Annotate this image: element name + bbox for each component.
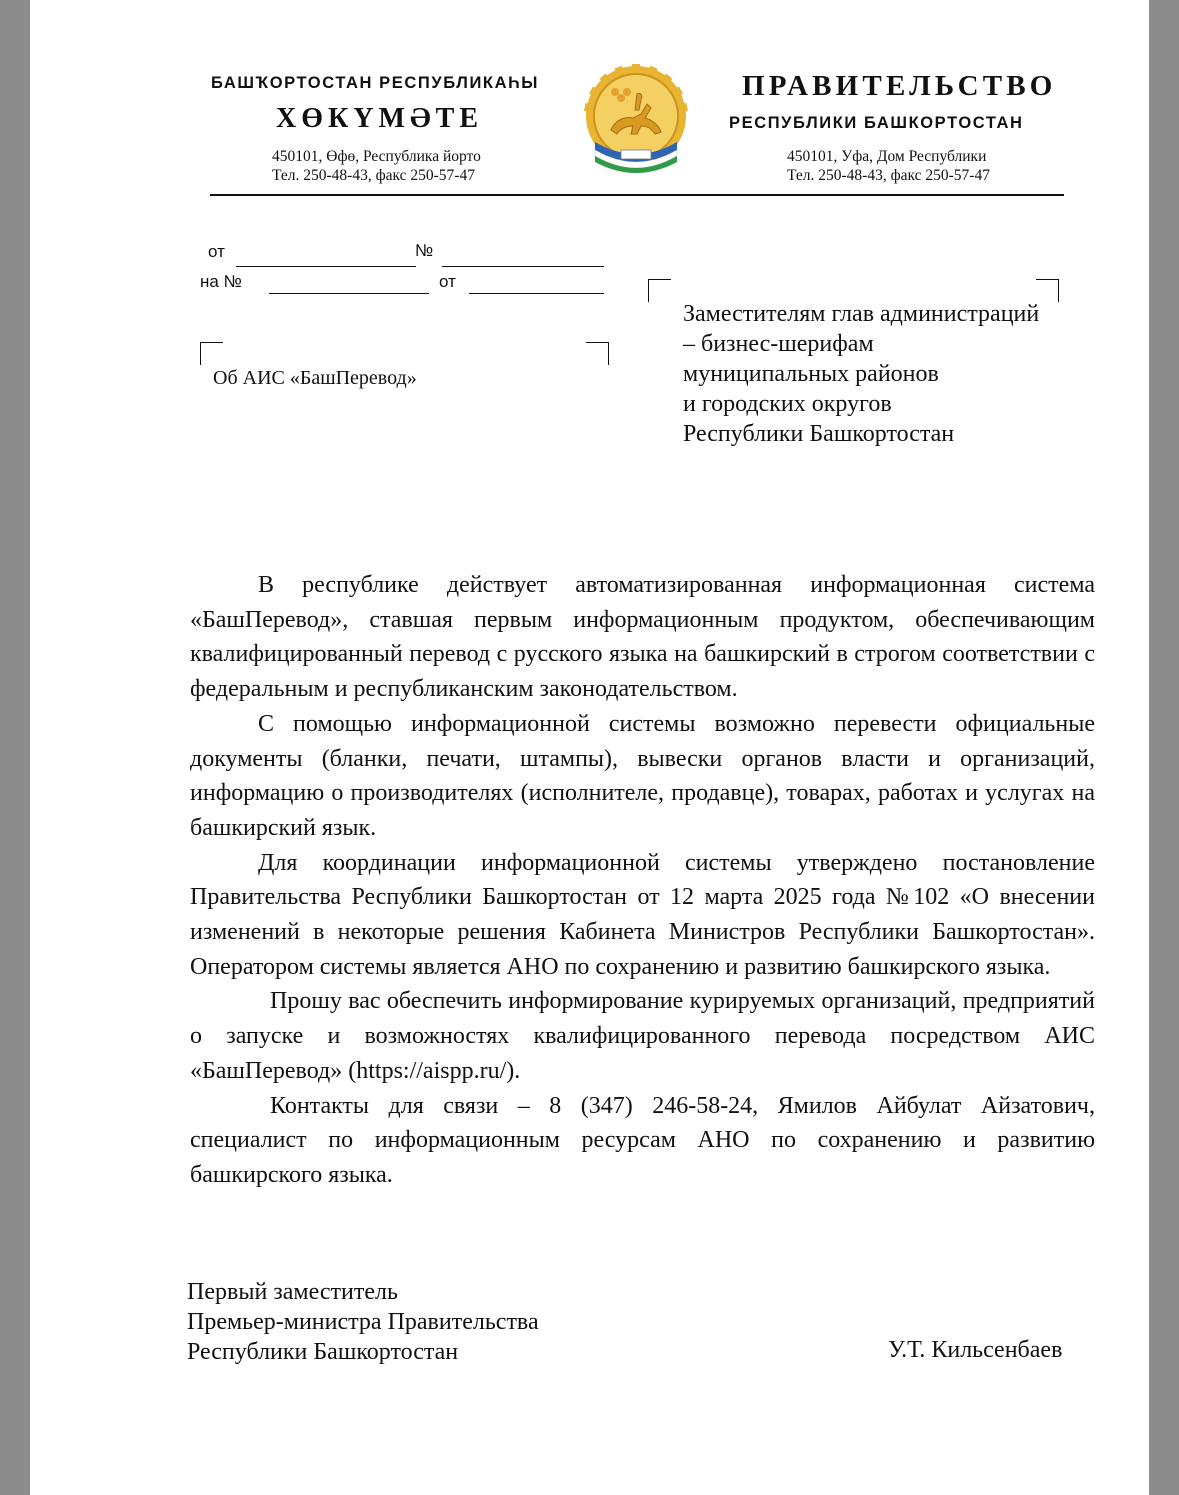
- number-line: [442, 266, 604, 267]
- from-date-line: [236, 266, 416, 267]
- signatory-title-line-1: Первый заместитель: [187, 1279, 398, 1305]
- letter-subject: Об АИС «БашПеревод»: [213, 367, 417, 389]
- from-date-label: от: [208, 242, 225, 261]
- body-paragraph-2: С помощью информационной системы возможно перевести официальные документы (бланки, печати, штампы), вывески органов власти и организаций, информацию о производителях (исполнителе, продавце), товарах, работах и услугах на башкирский язык.: [190, 710, 1095, 841]
- reply-date-line: [469, 293, 604, 294]
- header-right-subtitle: РЕСПУБЛИКИ БАШКОРТОСТАН: [729, 114, 1024, 132]
- reply-number-label: на №: [200, 272, 242, 291]
- body-paragraph-1: В республике действует автоматизированная информационная система «БашПеревод», ставшая первым информационным продуктом, обеспечивающим квалифицированный перевод с русского языка на башкирский в строгом соответствии с федеральным и республиканским законодательством.: [190, 572, 1095, 703]
- body-paragraph-4: Прошу вас обеспечить информирование курируемых организаций, предприятий о запуске и возможностях квалифицированного перевода посредством АИС «БашПеревод» (https://aispp.ru/).: [190, 988, 1095, 1084]
- signatory-title: [187, 1277, 539, 1367]
- addressee-corner-left: [648, 279, 671, 302]
- number-label: №: [415, 241, 434, 260]
- addressee-corner-right: [1036, 279, 1059, 302]
- reply-number-line: [269, 293, 429, 294]
- reply-date-label: от: [439, 272, 456, 291]
- header-right-title: ПРАВИТЕЛЬСТВО: [742, 70, 1057, 102]
- addressee-block: Заместителям глав администраций – бизнес-шерифам муниципальных районов и городских округов Республики Башкортостан: [683, 301, 1040, 447]
- header-right-address: 450101, Уфа, Дом Республики: [787, 148, 987, 165]
- header-left-address: 450101, Өфө, Республика йорто: [272, 148, 481, 165]
- subject-corner-left: [200, 342, 223, 365]
- letter-body: [190, 568, 1095, 1193]
- signatory-name: У.Т. Кильсенбаев: [888, 1337, 1063, 1363]
- header-left-government: ХӨКҮМӘТЕ: [276, 103, 483, 134]
- subject-corner-right: [586, 342, 609, 365]
- header-right-contacts: [787, 147, 990, 185]
- header-left-title: БАШҠОРТОСТАН РЕСПУБЛИКАҺЫ: [211, 74, 540, 92]
- document-page: [30, 0, 1149, 1495]
- header-left-contacts: [272, 147, 481, 185]
- body-paragraph-5: Контакты для связи – 8 (347) 246-58-24, Ямилов Айбулат Айзатович, специалист по информационным ресурсам АНО по сохранению и развитию башкирского языка.: [190, 1092, 1095, 1188]
- body-paragraph-3: Для координации информационной системы утверждено постановление Правительства Республики Башкортостан от 12 марта 2025 года №102 «О внесении изменений в некоторые решения Кабинета Министров Республики Башкортостан». Оператором системы является АНО по сохранению и развитию башкирского языка.: [190, 849, 1095, 980]
- header-divider: [210, 194, 1064, 196]
- signatory-title-line-3: Республики Башкортостан: [187, 1339, 459, 1365]
- header-left-phone: Тел. 250-48-43, факс 250-57-47: [272, 167, 475, 184]
- bashkortostan-coat-of-arms-icon: [581, 64, 691, 184]
- header-right-phone: Тел. 250-48-43, факс 250-57-47: [787, 167, 990, 184]
- signatory-title-line-2: Премьер-министра Правительства: [187, 1309, 539, 1335]
